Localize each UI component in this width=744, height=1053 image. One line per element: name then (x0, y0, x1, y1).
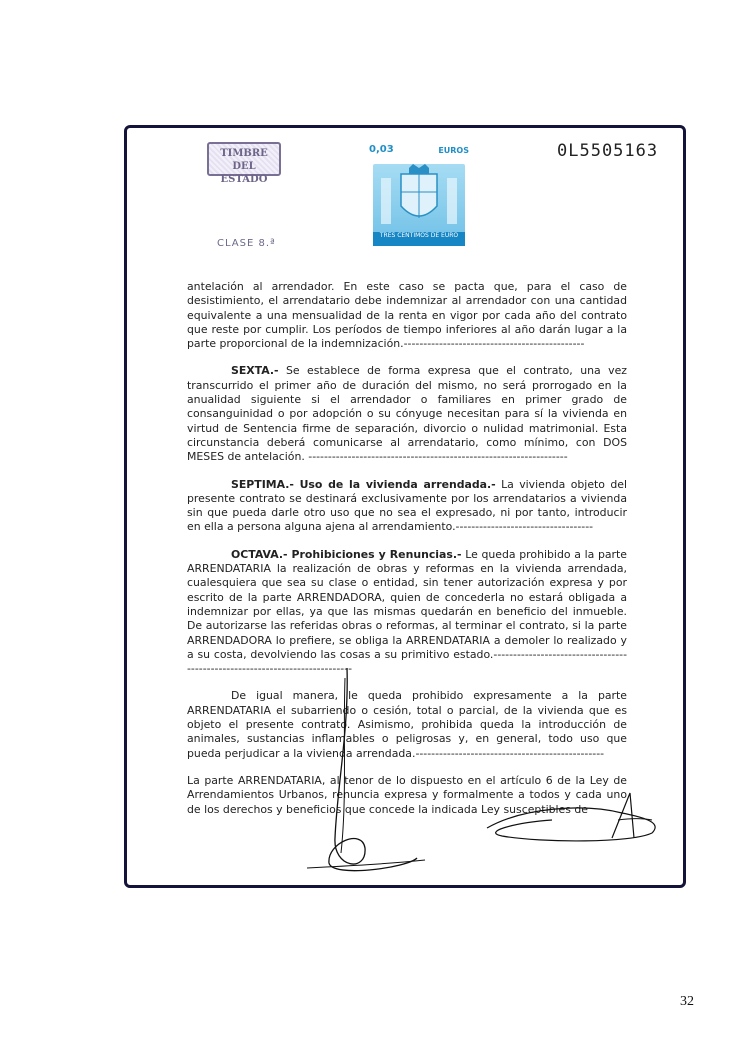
coat-of-arms-stamp (373, 164, 465, 246)
stamp-band: TRES CENTIMOS DE EURO (373, 232, 465, 246)
signature-left (307, 668, 427, 878)
stamp-currency: EUROS (438, 146, 469, 155)
stamp-value: 0,03 (369, 144, 394, 155)
paragraph-desistimiento: antelación al arrendador. En este caso se pacta que, para el caso de desistimiento, el arrendatario debe indemnizar al arrendador con una cantidad equivalente a una mensualidad de la renta en vigor por cada año del contrato que reste por cumplir. Los períodos de tiempo inferiores al año darán lugar a la parte proporcional de la indemnización.---------------------------------------------- (187, 280, 627, 351)
state-seal: TIMBRE DEL ESTADO (207, 142, 281, 176)
serial-number: 0L5505163 (557, 141, 659, 161)
clause-heading: SEPTIMA.- Uso de la vivienda arrendada.- (231, 477, 496, 491)
clause-octava (187, 548, 627, 677)
clause-text: Le queda prohibido a la parte ARRENDATARIA la realización de obras y reformas en la vivienda arrendada, cualesquiera que sea su clase o entidad, sin tener autorización expresa y por escrito de la parte ARRENDADORA, quien de concederla no estará obligada a indemnizar por ellas, ya que las mismas quedarán en beneficio del inmueble. De autorizarse las referidas obras o reformas, al terminar el contrato, si la parte ARRENDADORA lo prefiere, se obliga la ARRENDATARIA a demoler lo realizado y a su costa, devolviendo las cosas a su primitivo estado.---------------------------------------------------------------------------- (187, 547, 627, 676)
clause-septima (187, 478, 627, 535)
clause-heading: OCTAVA.- Prohibiciones y Renuncias.- (231, 547, 462, 561)
coat-of-arms-icon (373, 164, 465, 232)
clause-text: La vivienda objeto del presente contrato se destinará exclusivamente por los arrendatarios a vivienda sin que pueda darle otro uso que no sea el expresado, ni por tanto, introducir en ella a persona alguna ajena al arrendamiento.----------------------------------- (187, 477, 627, 534)
clause-sexta (187, 364, 627, 464)
paragraph-renuncia: La parte ARRENDATARIA, al tenor de lo dispuesto en el artículo 6 de la Ley de Arrendamientos Urbanos, renuncia expresa y formalmente a todos y cada uno de los derechos y beneficios que concede la indicada Ley susceptibles de (187, 773, 627, 816)
paragraph-subarriendo: De igual manera, le queda prohibido expresamente a la parte ARRENDATARIA el subarriendo o cesión, total o parcial, de la vivienda que es objeto el presente contrato. Asimismo, prohibida queda la introducción de animales, sustancias inflamables o peligrosas y, en general, todo uso que pueda perjudicar a la vivienda arrendada.------------------------------------------------ (187, 689, 627, 760)
page-number: 32 (680, 994, 694, 1009)
signature-right (482, 788, 672, 848)
scanned-document-frame (124, 125, 686, 888)
class-label: CLASE 8.ª (217, 238, 276, 249)
clause-heading: SEXTA.- (231, 364, 279, 378)
clause-text: Se establece de forma expresa que el contrato, una vez transcurrido el primer año de duración del mismo, no será prorrogado en la anualidad siguiente si el arrendador o familiares en primer grado de consanguinidad o por adopción o su cónyuge necesitan para sí la vivienda en virtud de Sentencia firme de separación, divorcio o nulidad matrimonial. Esta circunstancia deberá comunicarse al arrendatario, como mínimo, con DOS MESES de antelación. ------------------------------------------------------------------ (187, 364, 627, 464)
